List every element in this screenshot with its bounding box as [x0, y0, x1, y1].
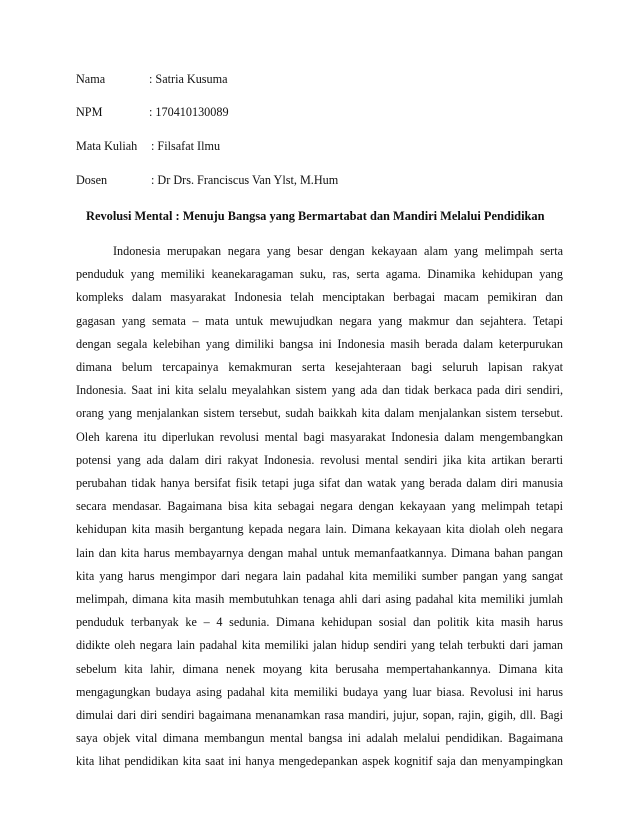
paragraph-line: dengan segala kelebihan yang dimiliki bangsa ini Indonesia masih berada dalam keterpurukan — [76, 336, 563, 351]
paragraph-line: kita yang harus mengimpor dari negara lain padahal kita memiliki sumber pangan yang sangat — [76, 568, 563, 583]
paragraph-line: kompleks dalam masyarakat Indonesia telah menciptakan berbagai macam pemikiran dan — [76, 290, 563, 305]
document-title: Revolusi Mental : Menuju Bangsa yang Bermartabat dan Mandiri Melalui Pendidikan — [86, 209, 545, 223]
paragraph-line: penduduk yang memiliki keanekaragaman suku, ras, serta agama. Dinamika kehidupan yang — [76, 267, 563, 282]
paragraph-line: didikte oleh negara lain padahal kita memiliki jalan hidup sendiri yang telah terbukti dari jaman — [76, 638, 563, 653]
header-value: : Filsafat Ilmu — [151, 139, 221, 153]
header-label: Nama — [76, 72, 106, 86]
paragraph-line: lain dan kita harus membayarnya dengan mahal untuk memanfaatkannya. Dimana bahan pangan — [76, 545, 563, 560]
header-label: Dosen — [76, 173, 108, 187]
paragraph-line: perubahan tidak hanya bersifat fisik tetapi juga sifat dan watak yang berada dalam diri manusia — [76, 476, 563, 490]
paragraph-line: Indonesia merupakan negara yang besar dengan kekayaan alam yang melimpah serta — [113, 244, 563, 258]
paragraph-line: kita lihat pendidikan kita saat ini hanya mengedepankan aspek kognitif saja dan menyampingkan — [76, 754, 563, 769]
header-value: : 170410130089 — [149, 105, 229, 119]
paragraph-line: penduduk terbanyak ke – 4 sedunia. Dimana kehidupan sosial dan politik kita masih harus — [76, 615, 563, 630]
header-label: Mata Kuliah — [76, 139, 138, 153]
paragraph-line: gagasan yang semata – mata untuk mewujudkan negara yang makmur dan sejahtera. Tetapi — [76, 313, 563, 328]
paragraph-line: secara mendasar. Bagaimana bisa kita sebagai negara dengan kekayaan yang melimpah tetapi — [76, 499, 563, 514]
paragraph-line: orang yang menjalankan sistem tersebut, sudah baikkah kita dalam menjalankan sistem tersebut. — [76, 406, 563, 421]
paragraph-line: kehidupan kita masih bergantung kepada negara lain. Dimana kekayaan kita diolah oleh negara — [76, 522, 563, 537]
header-value: : Satria Kusuma — [149, 72, 228, 86]
paragraph-line: dimana belum tercapainya kemakmuran serta kesejahteraan bagi seluruh lapisan rakyat — [76, 360, 563, 374]
paragraph-line: melimpah, dimana kita masih membutuhkan tenaga ahli dari asing padahal kita memiliki jumlah — [76, 592, 563, 606]
header-label: NPM — [76, 105, 103, 119]
paragraph-line: potensi yang ada dalam diri rakyat Indonesia. revolusi mental sendiri jika kita artikan berarti — [76, 452, 563, 467]
paragraph-line: sebelum kita lahir, dimana nenek moyang kita berusaha mempertahankannya. Dimana kita — [76, 661, 563, 676]
header-value: : Dr Drs. Franciscus Van Ylst, M.Hum — [151, 173, 339, 187]
paragraph-line: dimulai dari diri sendiri bagaimana menanamkan rasa mandiri, jujur, sopan, rajin, gigih, dll. Bagi — [76, 708, 563, 722]
paragraph-line: Oleh karena itu diperlukan revolusi mental bagi masyarakat Indonesia dalam mengembangkan — [76, 429, 563, 444]
paragraph-line: Indonesia. Saat ini kita selalu meyalahkan sistem yang ada dan tidak berkaca pada diri sendiri, — [76, 383, 563, 398]
paragraph-line: saya objek vital dimana membangun mental bangsa ini adalah melalui pendidikan. Bagaimana — [76, 731, 563, 746]
paragraph-line: mengagungkan budaya asing padahal kita memiliki budaya yang luar biasa. Revolusi ini harus — [76, 684, 563, 699]
